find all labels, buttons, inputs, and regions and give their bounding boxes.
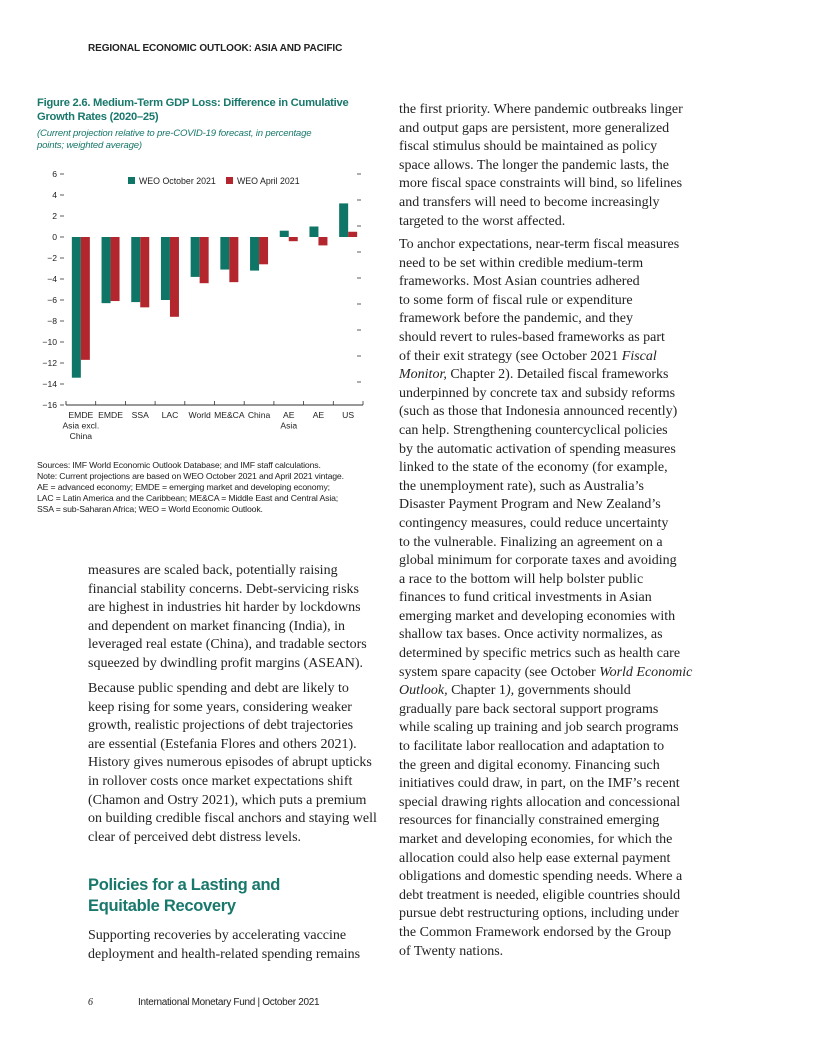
text-line: of Twenty nations. (399, 943, 504, 959)
text-line (399, 366, 692, 385)
text-line: and dependent on market financing (India), in (88, 618, 345, 634)
text-line: debt treatment is needed, eligible countries should (399, 887, 681, 903)
text-line: need to be set within credible medium-term (399, 255, 644, 271)
text-segment: governments should (514, 683, 631, 699)
text-line: growth, realistic projections of debt trajectories (88, 718, 354, 734)
text-line: and transfers will need to become increasingly (399, 194, 660, 210)
bar-weo-apr-2021 (200, 237, 209, 283)
bar-weo-oct-2021 (191, 237, 200, 277)
bar-chart (30, 160, 370, 455)
body-paragraph (88, 927, 360, 964)
italic-title: ), (505, 683, 515, 699)
text-line: in rollover costs once market expectations shift (88, 773, 353, 789)
text-line: to facilitate labor reallocation and adaptation to (399, 739, 665, 755)
x-category-label-line: ME&CA (214, 410, 245, 420)
text-line: Supporting recoveries by accelerating vaccine (88, 928, 347, 943)
text-line: History gives numerous episodes of abrupt upticks (88, 755, 372, 771)
y-tick-label: −2 (47, 253, 57, 264)
text-line: space allows. The longer the pandemic lasts, the (399, 157, 669, 173)
y-tick-label: 4 (52, 190, 57, 201)
x-category-label (132, 410, 149, 420)
bar-weo-apr-2021 (140, 237, 149, 307)
x-category-label-line: SSA (131, 410, 149, 420)
x-category-label (248, 410, 271, 420)
text-line: (such as those that Indonesia announced recently) (399, 404, 678, 420)
figure-subtitle-line: points; weighted average) (37, 139, 142, 151)
text-line: to the vulnerable. Finalizing an agreement on a (399, 534, 663, 550)
bar-weo-apr-2021 (348, 232, 357, 237)
bar-weo-apr-2021 (170, 237, 179, 317)
x-category-label (280, 410, 297, 431)
text-line: deployment and health-related spending remains (88, 946, 361, 962)
bar-weo-oct-2021 (220, 237, 229, 270)
y-tick-label: −10 (42, 337, 57, 348)
y-tick-label: 6 (52, 169, 57, 180)
figure-title-line: Growth Rates (2020–25) (37, 110, 159, 123)
footer-separator: | (257, 997, 260, 1008)
text-line: Disaster Payment Program and New Zealand’s (399, 497, 661, 513)
text-line: shallow tax bases. Once activity normalizes, as (399, 627, 663, 643)
body-paragraph (399, 236, 692, 961)
text-line: the green and digital economy. Financing such (399, 757, 660, 773)
x-category-label-line: EMDE (98, 410, 123, 420)
bar-weo-apr-2021 (81, 237, 90, 360)
footer-publication (138, 997, 319, 1008)
text-line: framework before the pandemic, and they (399, 311, 634, 327)
text-line: clear of perceived debt distress levels. (88, 829, 302, 845)
section-heading-line: Equitable Recovery (88, 897, 236, 915)
x-category-label-line: US (342, 410, 355, 420)
bar-weo-apr-2021 (318, 237, 327, 245)
x-category-label (189, 410, 212, 420)
x-category-label (342, 410, 354, 420)
text-line: (Chamon and Ostry 2021), which puts a premium (88, 792, 367, 808)
bar-weo-apr-2021 (289, 237, 298, 241)
text-line: by the automatic activation of spending measures (399, 441, 676, 457)
text-line: can help. Strengthening countercyclical policies (399, 422, 668, 438)
bar-weo-oct-2021 (250, 237, 259, 271)
x-category-label-line: AE (283, 410, 295, 420)
text-line: contingency measures, could reduce uncertainty (399, 515, 669, 531)
y-tick-label: −8 (47, 316, 57, 327)
figure-title (37, 97, 367, 124)
y-tick-label: −4 (47, 274, 57, 285)
text-line: emerging market and developing economies with (399, 608, 676, 624)
y-tick-label: 2 (52, 211, 57, 222)
text-line: targeted to the worst affected. (399, 213, 566, 229)
legend-label: WEO October 2021 (139, 176, 216, 186)
bar-weo-apr-2021 (229, 237, 238, 282)
text-line: determined by specific metrics such as health care (399, 646, 681, 662)
text-line: a race to the bottom will help bolster public (399, 571, 644, 587)
legend-swatch (226, 177, 233, 184)
section-heading (88, 875, 280, 917)
body-paragraph (399, 101, 683, 231)
y-tick-label: −16 (42, 400, 57, 411)
x-category-label-line: Asia (280, 420, 298, 431)
text-line: linked to the state of the economy (for example, (399, 460, 668, 476)
text-line: gradually pare back sectoral support programs (399, 701, 659, 717)
figure-title-line: Figure 2.6. Medium-Term GDP Loss: Difference in Cumulative (37, 97, 349, 109)
x-category-label (62, 410, 99, 441)
text-line: are highest in industries hit harder by lockdowns (88, 600, 361, 616)
bar-weo-oct-2021 (280, 231, 289, 237)
text-line: should revert to rules-based frameworks as part (399, 329, 665, 345)
text-line: obligations and domestic spending needs. Where a (399, 869, 683, 885)
text-line: global minimum for corporate taxes and avoiding (399, 553, 677, 569)
text-line: keep rising for some years, considering weaker (88, 699, 352, 715)
figure-notes (37, 460, 377, 515)
bar-weo-oct-2021 (161, 237, 170, 300)
text-line: Because public spending and debt are likely to (88, 681, 349, 696)
text-line: more fiscal space constraints will bind, so lifelines (399, 176, 683, 192)
text-line: on building credible fiscal anchors and staying well (88, 811, 377, 827)
text-line: are essential (Estefania Flores and others 2021). (88, 736, 357, 752)
text-line: while scaling up training and job search programs (399, 720, 679, 736)
x-category-label-line: EMDE (68, 410, 94, 420)
text-line: market and developing economies, for which the (399, 832, 673, 847)
italic-title: Fiscal (621, 348, 657, 364)
notes-line: Sources: IMF World Economic Outlook Database; and IMF staff calculations. (37, 460, 321, 470)
text-line: frameworks. Most Asian countries adhered (399, 274, 640, 290)
x-category-label-line: China (247, 410, 271, 420)
notes-line: AE = advanced economy; EMDE = emerging market and developing economy; (37, 482, 330, 492)
x-category-label-line: World (188, 410, 211, 420)
text-line: finances to fund critical investments in Asian (399, 590, 652, 606)
text-line: special drawing rights allocation and concessional (399, 794, 681, 810)
legend-label: WEO April 2021 (237, 176, 300, 186)
text-segment: system spare capacity (see October (399, 664, 600, 680)
bar-weo-oct-2021 (102, 237, 111, 303)
page-number: 6 (88, 997, 93, 1008)
text-segment: of their exit strategy (see October 2021 (399, 348, 622, 364)
text-line: to some form of fiscal rule or expenditure (399, 292, 633, 308)
text-line: allocation could also help ease external payment (399, 850, 671, 866)
italic-title: World Economic (599, 664, 693, 680)
bar-weo-oct-2021 (339, 203, 348, 237)
text-line: the Common Framework endorsed by the Group (399, 924, 672, 940)
x-category-label-line: Asia excl. (62, 420, 100, 431)
text-segment: Chapter 1 (447, 683, 506, 699)
text-line: initiatives could draw, in part, on the IMF’s recent (399, 776, 680, 792)
text-line: the first priority. Where pandemic outbreaks linger (399, 102, 683, 117)
text-line (399, 664, 692, 683)
text-line: pursue debt restructuring options, including under (399, 906, 679, 922)
notes-line: SSA = sub-Saharan Africa; WEO = World Economic Outlook. (37, 504, 263, 514)
y-tick-label: −6 (47, 295, 57, 306)
italic-title: Monitor, (399, 367, 447, 383)
y-tick-label: 0 (52, 232, 57, 243)
notes-line: LAC = Latin America and the Caribbean; ME&CA = Middle East and Central Asia; (37, 493, 339, 503)
text-line: To anchor expectations, near-term fiscal measures (399, 237, 680, 252)
text-segment: Chapter 2). Detailed fiscal frameworks (446, 367, 669, 383)
text-line: fiscal stimulus should be maintained as policy (399, 139, 658, 155)
text-line: resources for financially constrained emerging (399, 813, 660, 829)
text-line: financial stability concerns. Debt-servicing risks (88, 581, 359, 597)
section-heading-line: Policies for a Lasting and (88, 876, 281, 894)
y-tick-label: −14 (42, 379, 57, 390)
legend-swatch (128, 177, 135, 184)
figure-subtitle-line: (Current projection relative to pre-COVID-19 forecast, in percentage (37, 128, 312, 139)
x-category-label-line: AE (312, 410, 325, 420)
bar-weo-apr-2021 (259, 237, 268, 264)
text-line (399, 348, 692, 367)
text-line (399, 682, 692, 701)
running-header: REGIONAL ECONOMIC OUTLOOK: ASIA AND PACIFIC (88, 43, 343, 54)
text-line: the unemployment rate), such as Australia’s (399, 478, 644, 494)
text-line: underpinned by concrete tax and subsidy reforms (399, 385, 676, 401)
bar-weo-apr-2021 (111, 237, 120, 301)
x-category-label-line: China (69, 431, 93, 441)
x-category-label-line: LAC (161, 410, 179, 420)
y-tick-label: −12 (42, 358, 57, 369)
x-category-label (214, 410, 245, 420)
text-line: squeezed by dwindling profit margins (ASEAN). (88, 655, 364, 671)
figure-subtitle (37, 128, 367, 151)
notes-line: Note: Current projections are based on WEO October 2021 and April 2021 vintage. (37, 471, 344, 481)
body-paragraph (88, 562, 367, 674)
body-paragraph (88, 680, 377, 847)
x-category-label (313, 410, 325, 420)
text-line: leveraged real estate (China), and tradable sectors (88, 637, 367, 653)
footer-date: October 2021 (262, 997, 320, 1008)
text-line: measures are scaled back, potentially raising (88, 563, 338, 578)
bar-weo-oct-2021 (72, 237, 81, 378)
bar-weo-oct-2021 (131, 237, 140, 302)
italic-title: Outlook, (399, 683, 448, 699)
bar-weo-oct-2021 (309, 227, 318, 238)
x-category-label (162, 410, 179, 420)
x-category-label (98, 410, 123, 420)
text-line: and output gaps are persistent, more generalized (399, 120, 670, 136)
footer-publisher: International Monetary Fund (138, 997, 255, 1008)
